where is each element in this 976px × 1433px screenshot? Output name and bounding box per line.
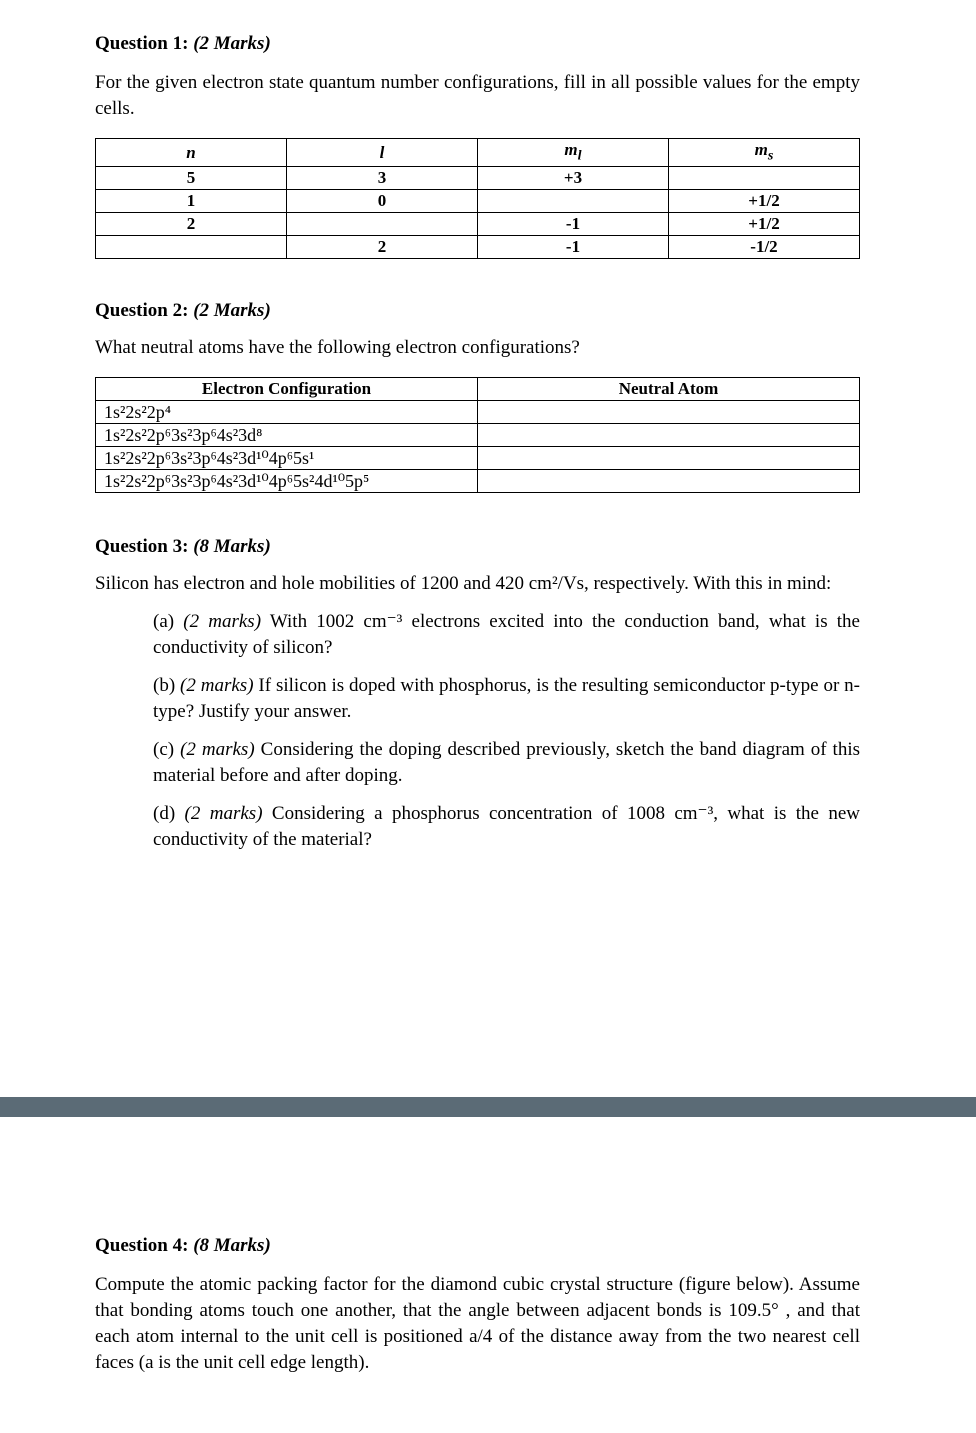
- header-l: l: [287, 139, 478, 167]
- cell-atom: [478, 424, 860, 447]
- table-row: [96, 190, 860, 213]
- header-ml: [478, 139, 669, 167]
- cell-atom: [478, 447, 860, 470]
- q3-part-b: [153, 673, 860, 725]
- q1-heading: [95, 30, 860, 58]
- quantum-number-table: [95, 138, 860, 259]
- cell-ms: +1/2: [669, 213, 860, 236]
- cell-ms: [669, 167, 860, 190]
- q4-prompt: Compute the atomic packing factor for the diamond cubic crystal structure (figure below). Assume that bonding atoms touch one another, that the angle between adjacent bonds is 109.5° , and that each atom internal to the unit cell is positioned a/4 of the distance away from the two nearest cell faces (a is the unit cell edge length).: [95, 1274, 860, 1373]
- cell-ml: -1: [478, 213, 669, 236]
- q1-marks: (2 Marks): [193, 33, 271, 54]
- cell-l: [287, 213, 478, 236]
- q3-prompt: Silicon has electron and hole mobilities of 1200 and 420 cm²/Vs, respectively. With this in mind:: [95, 573, 832, 595]
- table-row: [96, 447, 860, 470]
- config-table-header: [96, 378, 860, 401]
- part-text: Considering a phosphorus concentration of 1008 cm⁻³, what is the new conductivity of the material?: [153, 803, 861, 851]
- page-divider: [0, 1097, 976, 1117]
- part-label: (b): [153, 675, 176, 697]
- cell-ms: +1/2: [669, 190, 860, 213]
- q1-title: Question 1:: [95, 33, 189, 54]
- q3-part-d: [153, 801, 860, 853]
- cell-l: 0: [287, 190, 478, 213]
- part-label: (c): [153, 739, 175, 761]
- table-row: [96, 167, 860, 190]
- header-ml-subscript: l: [577, 147, 582, 164]
- q3-part-a: [153, 609, 860, 661]
- electron-config-table: [95, 377, 860, 493]
- cell-n: 5: [96, 167, 287, 190]
- cell-l: 2: [287, 236, 478, 259]
- cell-n: 2: [96, 213, 287, 236]
- document-page-bottom: [95, 1232, 860, 1376]
- cell-ml: +3: [478, 167, 669, 190]
- part-text: With 1002 cm⁻³ electrons excited into the conduction band, what is the conductivity of silicon?: [153, 611, 860, 659]
- cell-l: 3: [287, 167, 478, 190]
- part-label: (a): [153, 611, 175, 633]
- table-row: [96, 424, 860, 447]
- cell-n: 1: [96, 190, 287, 213]
- header-ms-symbol: m: [754, 140, 768, 159]
- part-marks: (2 marks): [180, 675, 254, 697]
- part-text: Considering the doping described previously, sketch the band diagram of this material before and after doping.: [153, 739, 861, 787]
- part-text: If silicon is doped with phosphorus, is the resulting semiconductor p-type or n-type? Justify your answer.: [153, 675, 861, 723]
- cell-config: 1s²2s²2p⁶3s²3p⁶4s²3d⁸: [96, 424, 478, 447]
- cell-config: 1s²2s²2p⁶3s²3p⁶4s²3d¹⁰4p⁶5s²4d¹⁰5p⁵: [96, 470, 478, 493]
- q4-title: Question 4:: [95, 1235, 189, 1256]
- q4-marks: (8 Marks): [193, 1235, 271, 1256]
- header-n: n: [96, 139, 287, 167]
- part-marks: (2 marks): [183, 611, 262, 633]
- q3-marks: (8 Marks): [193, 536, 271, 558]
- q4-heading: [95, 1232, 860, 1260]
- q3-part-c: [153, 737, 860, 789]
- cell-config: 1s²2s²2p⁴: [96, 401, 478, 424]
- cell-ms: -1/2: [669, 236, 860, 259]
- table-row: [96, 236, 860, 259]
- header-neutral-atom: Neutral Atom: [478, 378, 860, 401]
- q2-prompt: What neutral atoms have the following electron configurations?: [95, 337, 580, 359]
- header-ml-symbol: m: [564, 140, 578, 159]
- cell-atom: [478, 470, 860, 493]
- cell-n: [96, 236, 287, 259]
- part-label: (d): [153, 803, 176, 825]
- q2-heading: [95, 297, 860, 325]
- header-ms: [669, 139, 860, 167]
- cell-ml: -1: [478, 236, 669, 259]
- part-marks: (2 marks): [180, 739, 255, 761]
- q2-marks: (2 Marks): [193, 300, 271, 322]
- q3-heading: [95, 533, 860, 561]
- q2-title: Question 2:: [95, 300, 189, 322]
- cell-ml: [478, 190, 669, 213]
- header-electron-configuration: Electron Configuration: [96, 378, 478, 401]
- table-row: [96, 213, 860, 236]
- cell-config: 1s²2s²2p⁶3s²3p⁶4s²3d¹⁰4p⁶5s¹: [96, 447, 478, 470]
- document-page-top: [95, 30, 860, 853]
- q1-prompt: For the given electron state quantum number configurations, fill in all possible values for the empty cells.: [95, 72, 860, 119]
- table-row: [96, 470, 860, 493]
- quantum-table-header: [96, 139, 860, 167]
- part-marks: (2 marks): [184, 803, 263, 825]
- cell-atom: [478, 401, 860, 424]
- q3-title: Question 3:: [95, 536, 189, 558]
- table-row: [96, 401, 860, 424]
- header-ms-subscript: s: [767, 147, 774, 164]
